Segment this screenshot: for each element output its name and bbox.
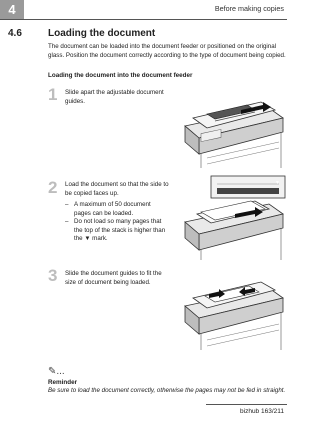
section-number: 4.6 — [8, 28, 22, 39]
copier-fit-guides-illustration-3 — [171, 268, 288, 350]
footer-divider — [206, 404, 287, 405]
copier-guides-illustration-1 — [171, 88, 288, 168]
chapter-number-badge: 4 — [0, 0, 24, 19]
footer-model: bizhub 163/211 — [240, 408, 284, 415]
step-1-number: 1 — [48, 85, 58, 104]
step-2-bullet: – A maximum of 50 document pages can be loaded. — [65, 201, 168, 218]
header-divider — [0, 19, 287, 20]
step-3-number: 3 — [48, 266, 58, 285]
reminder-label: Reminder — [48, 379, 78, 386]
section-intro: The document can be loaded into the document feeder or positioned on the original glass. Position the document correctly according to the type of document being copied. — [48, 43, 286, 59]
step-1-text: Slide apart the adjustable document guides. — [65, 89, 164, 105]
running-header-title: Before making copies — [214, 4, 284, 13]
reminder-text: Be sure to load the document correctly, otherwise the pages may not be fed in straight. — [48, 387, 286, 394]
subheading: Loading the document into the document feeder — [48, 72, 193, 79]
step-2-text: Load the document so that the side to be copied faces up. — [65, 181, 169, 197]
inset-mark-glyph: ▼ — [275, 180, 280, 186]
copier-load-illustration-2 — [171, 174, 288, 260]
footer-page-number: 4-20 — [248, 398, 251, 399]
pencil-note-icon: ✎... — [48, 366, 65, 377]
step-2-number: 2 — [48, 178, 58, 197]
section-title: Loading the document — [48, 28, 156, 39]
step-2-bullet: – Do not load so many pages that the top of the stack is higher than the ▼ mark. — [65, 218, 168, 244]
step-3-text: Slide the document guides to fit the size of document being loaded. — [65, 270, 162, 286]
step-2-bullets — [65, 201, 168, 244]
